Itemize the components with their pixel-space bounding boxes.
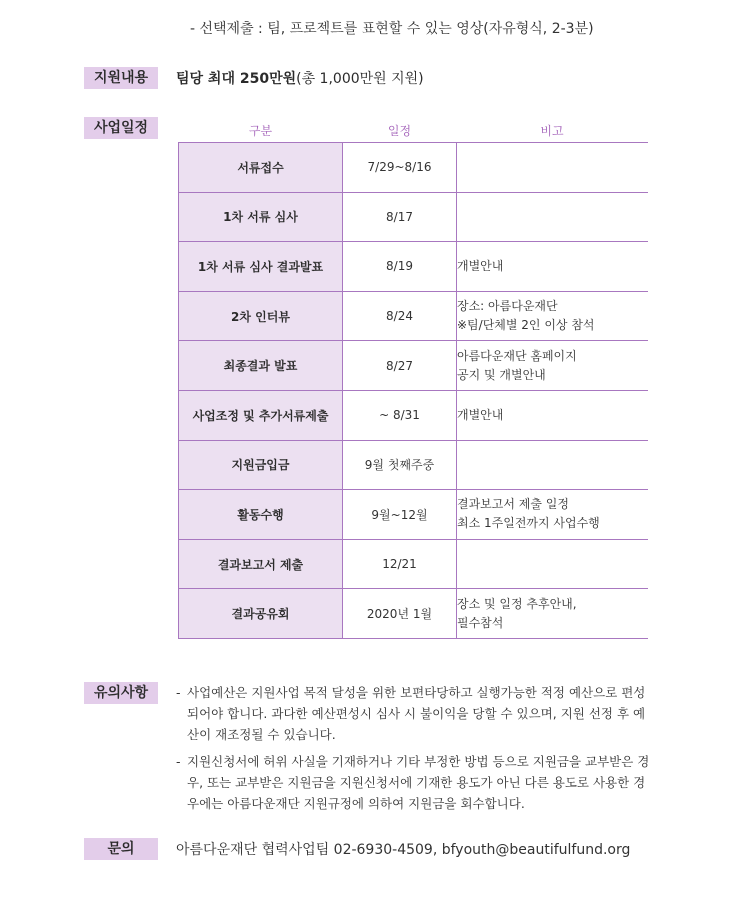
schedule-item-date: 9월~12월	[343, 490, 457, 540]
schedule-row	[179, 143, 648, 193]
header-category: 구분	[179, 118, 343, 143]
bullet-dash: -	[176, 685, 181, 700]
remark-line: 장소: 아름다운재단	[457, 299, 558, 314]
schedule-item-date: 8/19	[343, 242, 457, 292]
schedule-row	[179, 490, 648, 540]
header-date: 일정	[343, 118, 457, 143]
schedule-item-remark	[457, 539, 648, 589]
remark-line: 최소 1주일전까지 사업수행	[457, 516, 600, 531]
schedule-item-name: 결과보고서 제출	[179, 539, 343, 589]
remark-line: 장소 및 일정 추후안내,	[457, 596, 577, 611]
schedule-row	[179, 341, 648, 391]
schedule-row	[179, 589, 648, 639]
optional-submission-note: - 선택제출 : 팀, 프로젝트를 표현할 수 있는 영상(자유형식, 2-3분)	[190, 21, 594, 37]
schedule-item-name: 2차 인터뷰	[179, 291, 343, 341]
schedule-item-remark	[457, 143, 648, 193]
schedule-item-date: 9월 첫째주중	[343, 440, 457, 490]
schedule-item-date: ~ 8/31	[343, 390, 457, 440]
schedule-row	[179, 440, 648, 490]
contact-label: 문의	[84, 838, 158, 860]
schedule-item-remark	[457, 490, 648, 540]
schedule-item-remark	[457, 242, 648, 292]
schedule-item-name: 1차 서류 심사 결과발표	[179, 242, 343, 292]
remark-line: 결과보고서 제출 일정	[457, 497, 569, 512]
schedule-item-name: 1차 서류 심사	[179, 192, 343, 242]
caution-item	[176, 751, 656, 814]
remark-line: ※팀/단체별 2인 이상 참석	[457, 318, 595, 333]
schedule-row	[179, 291, 648, 341]
header-remark: 비고	[457, 118, 648, 143]
funding-main: 팀당 최대 250만원	[176, 71, 297, 87]
caution-item	[176, 682, 656, 745]
schedule-row	[179, 192, 648, 242]
remark-line: 필수참석	[457, 615, 504, 630]
schedule-item-name: 최종결과 발표	[179, 341, 343, 391]
schedule-item-remark	[457, 192, 648, 242]
remark-line: 아름다운재단 홈페이지	[457, 348, 577, 363]
schedule-header-row	[179, 118, 648, 143]
schedule-item-name: 서류접수	[179, 143, 343, 193]
schedule-row	[179, 390, 648, 440]
bullet-dash: -	[176, 754, 181, 769]
schedule-item-date: 8/27	[343, 341, 457, 391]
schedule-row	[179, 539, 648, 589]
schedule-item-remark	[457, 390, 648, 440]
funding-label: 지원내용	[84, 67, 158, 89]
caution-text: 지원신청서에 허위 사실을 기재하거나 기타 부정한 방법 등으로 지원금을 교부받은 경우, 또는 교부받은 지원금을 지원신청서에 기재한 용도가 아닌 다른 용도로 사용한 경우에는 아름다운재단 지원규정에 의하여 지원금을 회수합니다.	[187, 754, 650, 811]
funding-description	[176, 68, 424, 88]
funding-sub: (총 1,000만원 지원)	[296, 71, 424, 87]
caution-text: 사업예산은 지원사업 목적 달성을 위한 보편타당하고 실행가능한 적정 예산으로 편성되어야 합니다. 과다한 예산편성시 심사 시 불이익을 당할 수 있으며, 지원 선정 후 예산이 재조정될 수 있습니다.	[187, 685, 646, 742]
cautions-label: 유의사항	[84, 682, 158, 704]
contact-info: 아름다운재단 협력사업팀 02-6930-4509, bfyouth@beautifulfund.org	[176, 842, 631, 858]
schedule-item-remark	[457, 291, 648, 341]
schedule-item-date: 12/21	[343, 539, 457, 589]
schedule-label: 사업일정	[84, 117, 158, 139]
schedule-item-remark	[457, 589, 648, 639]
schedule-item-name: 사업조정 및 추가서류제출	[179, 390, 343, 440]
schedule-item-name: 지원금입금	[179, 440, 343, 490]
schedule-item-remark	[457, 341, 648, 391]
schedule-item-date: 7/29~8/16	[343, 143, 457, 193]
schedule-item-remark	[457, 440, 648, 490]
remark-line: 공지 및 개별안내	[457, 367, 546, 382]
schedule-item-date: 2020년 1월	[343, 589, 457, 639]
schedule-item-date: 8/17	[343, 192, 457, 242]
schedule-item-name: 활동수행	[179, 490, 343, 540]
remark-line: 개별안내	[457, 407, 504, 422]
schedule-table	[178, 118, 648, 639]
schedule-item-date: 8/24	[343, 291, 457, 341]
schedule-item-name: 결과공유회	[179, 589, 343, 639]
schedule-row	[179, 242, 648, 292]
cautions-list	[176, 682, 656, 820]
remark-line: 개별안내	[457, 258, 504, 273]
